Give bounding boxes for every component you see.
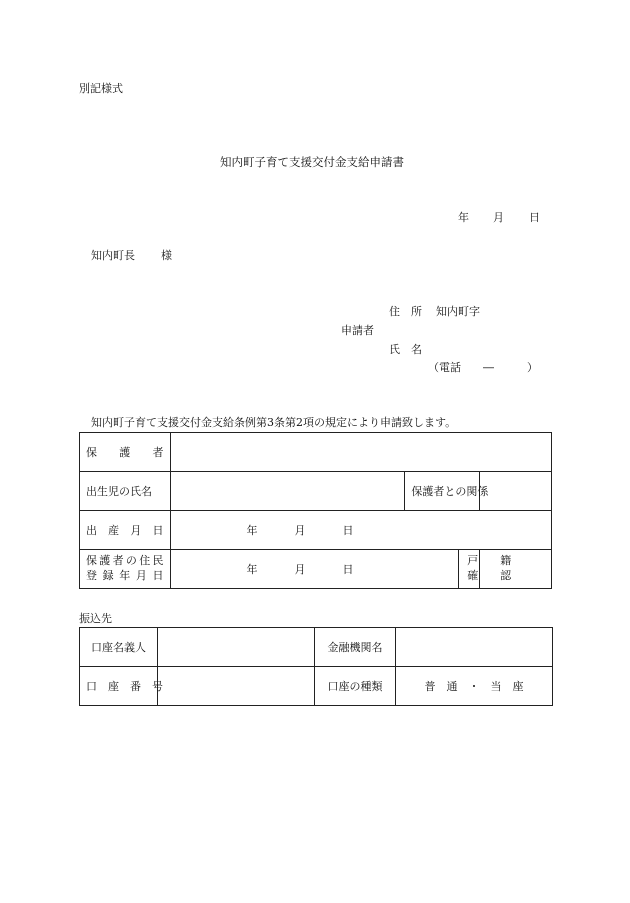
koseki-label-line1: 戸 籍 [467, 554, 512, 568]
koseki-label-line2: 確 認 [467, 569, 512, 582]
birth-month: 月 [294, 524, 306, 537]
addressee-name: 知内町長 [91, 249, 135, 262]
account-type-label-cell [315, 667, 396, 706]
bank-table [79, 627, 553, 706]
account-number-input-cell[interactable] [158, 667, 315, 706]
addressee-honorific: 様 [161, 249, 172, 262]
relation-input-cell[interactable] [479, 472, 551, 511]
birth-date-label-cell [80, 511, 171, 550]
account-number-label-cell [80, 667, 163, 706]
bank-name-label-cell [315, 628, 396, 667]
relation-label: 保護者との関係 [411, 485, 489, 498]
bank-row-account [80, 667, 553, 706]
date-year: 年 [458, 211, 469, 224]
guardian-label: 保 護 者 [86, 446, 164, 459]
guardian-label-cell [80, 433, 171, 472]
date-month: 月 [493, 211, 504, 224]
birth-day: 日 [342, 524, 354, 537]
relation-label-cell [405, 472, 489, 511]
bank-name-input-cell[interactable] [396, 628, 553, 667]
child-name-input-cell[interactable] [170, 472, 405, 511]
resident-reg-input-cell[interactable] [170, 550, 459, 589]
phone-field: （電話 ― ） [428, 361, 538, 374]
account-type-value-cell[interactable] [396, 667, 553, 706]
address-label: 住 所 [389, 305, 422, 318]
resident-reg-label-cell [80, 550, 171, 589]
resident-day: 日 [342, 563, 354, 576]
form-title: 知内町子育て支援交付金支給申請書 [220, 155, 404, 169]
resident-year: 年 [246, 563, 258, 576]
table-row-birth [80, 511, 552, 550]
bank-row-holder [80, 628, 553, 667]
resident-reg-label-line1: 保護者の住民 [86, 554, 164, 568]
account-holder-label: 口座名義人 [91, 641, 146, 654]
table-row-child [80, 472, 552, 511]
account-holder-input-cell[interactable] [158, 628, 315, 667]
transfer-label: 振込先 [79, 612, 112, 625]
child-name-label: 出生児の氏名 [86, 485, 152, 498]
child-name-label-cell [80, 472, 171, 511]
table-row-resident [80, 550, 552, 589]
birth-date-input-cell[interactable] [170, 511, 552, 550]
bank-name-label: 金融機関名 [327, 641, 383, 654]
account-holder-label-cell [80, 628, 158, 667]
guardian-input-cell[interactable] [170, 433, 552, 472]
account-type-value: 普 通 ・ 当 座 [424, 680, 524, 693]
application-table [79, 432, 552, 589]
koseki-label-cell [459, 550, 512, 589]
statement-text: 知内町子育て支援交付金支給条例第3条第2項の規定により申請致します。 [91, 416, 457, 429]
resident-reg-label-line2: 登 録 年 月 日 [86, 569, 164, 582]
table-row-guardian [80, 433, 552, 472]
birth-date-label: 出 産 月 日 [86, 524, 164, 537]
address-value: 知内町字 [436, 305, 480, 318]
form-label: 別記様式 [79, 82, 123, 95]
resident-month: 月 [294, 563, 306, 576]
date-day: 日 [529, 211, 540, 224]
name-label: 氏 名 [389, 343, 422, 356]
account-number-label: 口 座 番 号 [86, 680, 163, 693]
account-type-label: 口座の種類 [327, 680, 383, 693]
birth-year: 年 [246, 524, 258, 537]
applicant-role-label: 申請者 [341, 324, 374, 337]
